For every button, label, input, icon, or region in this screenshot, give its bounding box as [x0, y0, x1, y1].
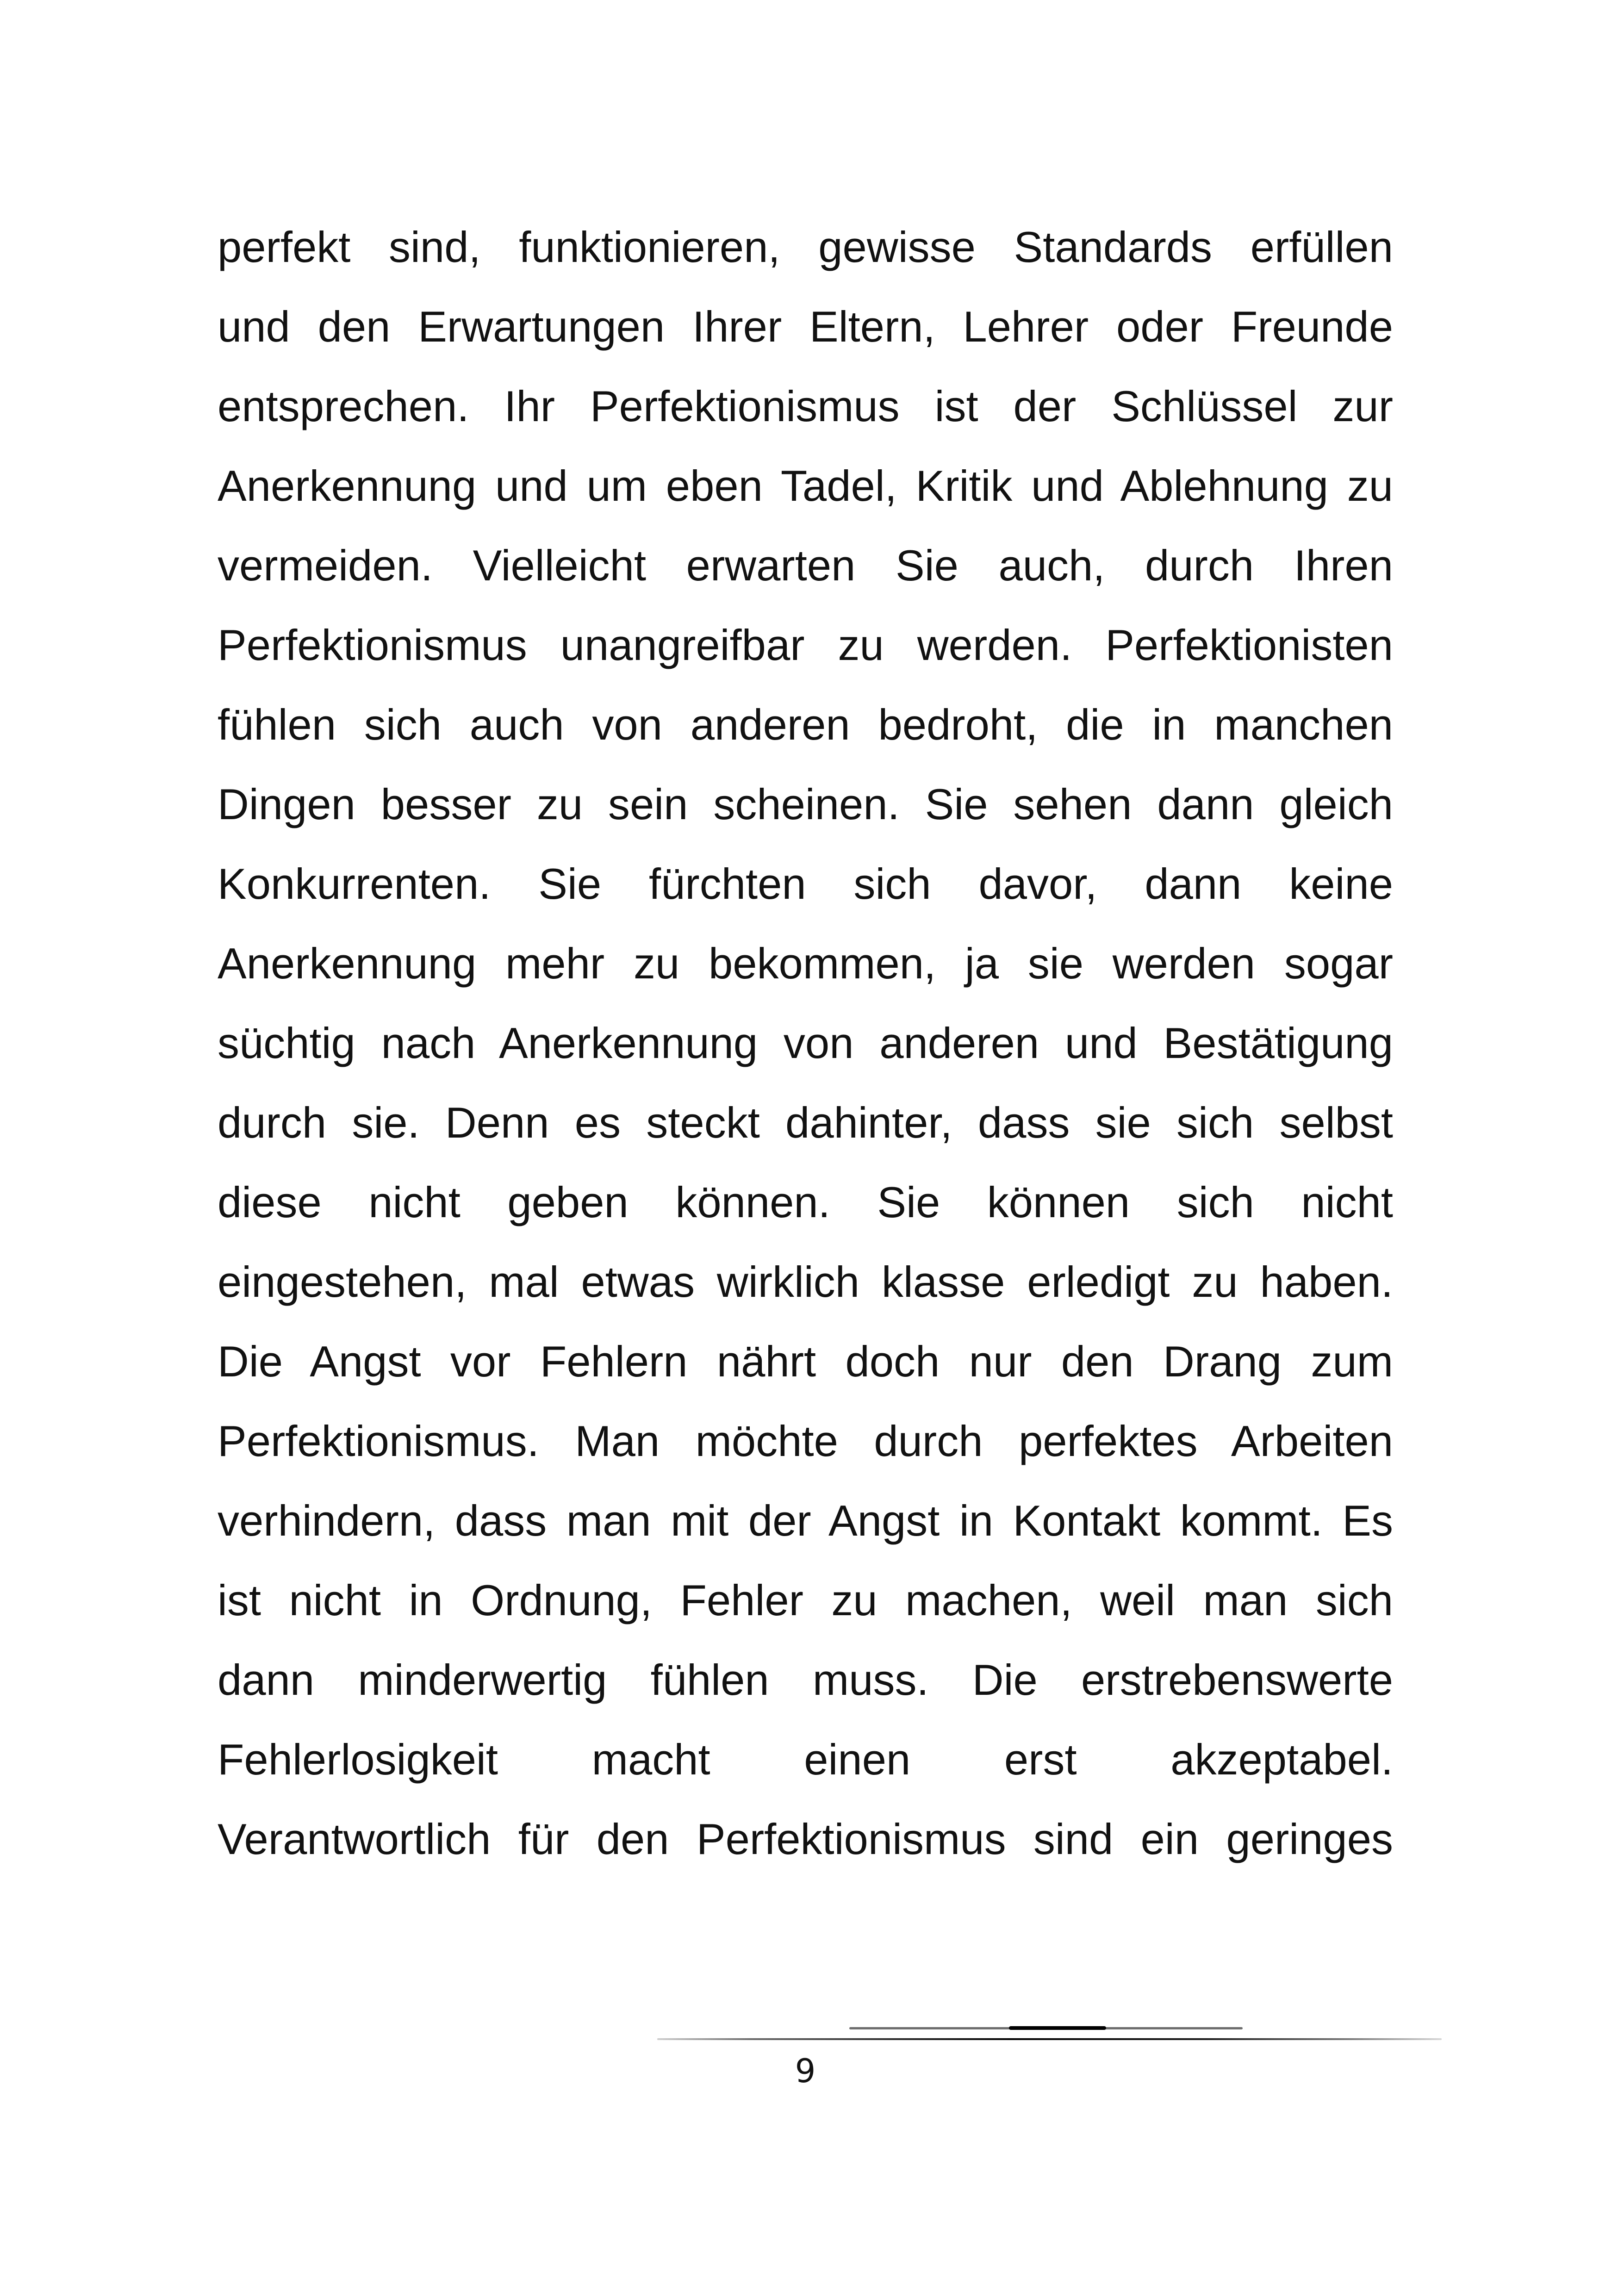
text-line: Anerkennung und um eben Tadel, Kritik und Ablehnung zu [218, 461, 1393, 510]
text-line: vermeiden. Vielleicht erwarten Sie auch, durch Ihren [218, 541, 1393, 590]
text-line: ist nicht in Ordnung, Fehler zu machen, weil man sich [218, 1576, 1393, 1624]
footer-divider-lower [657, 2038, 1442, 2040]
text-line: dann minderwertig fühlen muss. Die erstrebenswerte [218, 1655, 1393, 1704]
text-line: Perfektionismus unangreifbar zu werden. Perfektionisten [218, 621, 1393, 669]
footer-divider-accent [1009, 2026, 1106, 2030]
text-line: Dingen besser zu sein scheinen. Sie sehen dann gleich [218, 780, 1393, 828]
text-line: durch sie. Denn es steckt dahinter, dass sie sich selbst [218, 1098, 1393, 1147]
text-line: Konkurrenten. Sie fürchten sich davor, dann keine [218, 859, 1393, 908]
body-paragraph [218, 207, 1393, 1879]
page-number: 9 [795, 2052, 816, 2090]
text-line: Perfektionismus. Man möchte durch perfektes Arbeiten [218, 1417, 1393, 1465]
text-line: Die Angst vor Fehlern nährt doch nur den Drang zum [218, 1337, 1393, 1386]
text-line: und den Erwartungen Ihrer Eltern, Lehrer oder Freunde [218, 302, 1393, 351]
text-line: Anerkennung mehr zu bekommen, ja sie werden sogar [218, 939, 1393, 988]
text-line: fühlen sich auch von anderen bedroht, die in manchen [218, 700, 1393, 749]
text-line: süchtig nach Anerkennung von anderen und Bestätigung [218, 1019, 1393, 1067]
text-line: eingestehen, mal etwas wirklich klasse erledigt zu haben. [218, 1257, 1393, 1306]
text-line: perfekt sind, funktionieren, gewisse Standards erfüllen [218, 223, 1393, 271]
text-line: Fehlerlosigkeit macht einen erst akzeptabel. [218, 1735, 1393, 1784]
text-line: entsprechen. Ihr Perfektionismus ist der Schlüssel zur [218, 382, 1393, 430]
text-line: verhindern, dass man mit der Angst in Kontakt kommt. Es [218, 1496, 1393, 1545]
text-line: Verantwortlich für den Perfektionismus sind ein geringes [218, 1815, 1393, 1863]
text-line: diese nicht geben können. Sie können sich nicht [218, 1178, 1393, 1226]
